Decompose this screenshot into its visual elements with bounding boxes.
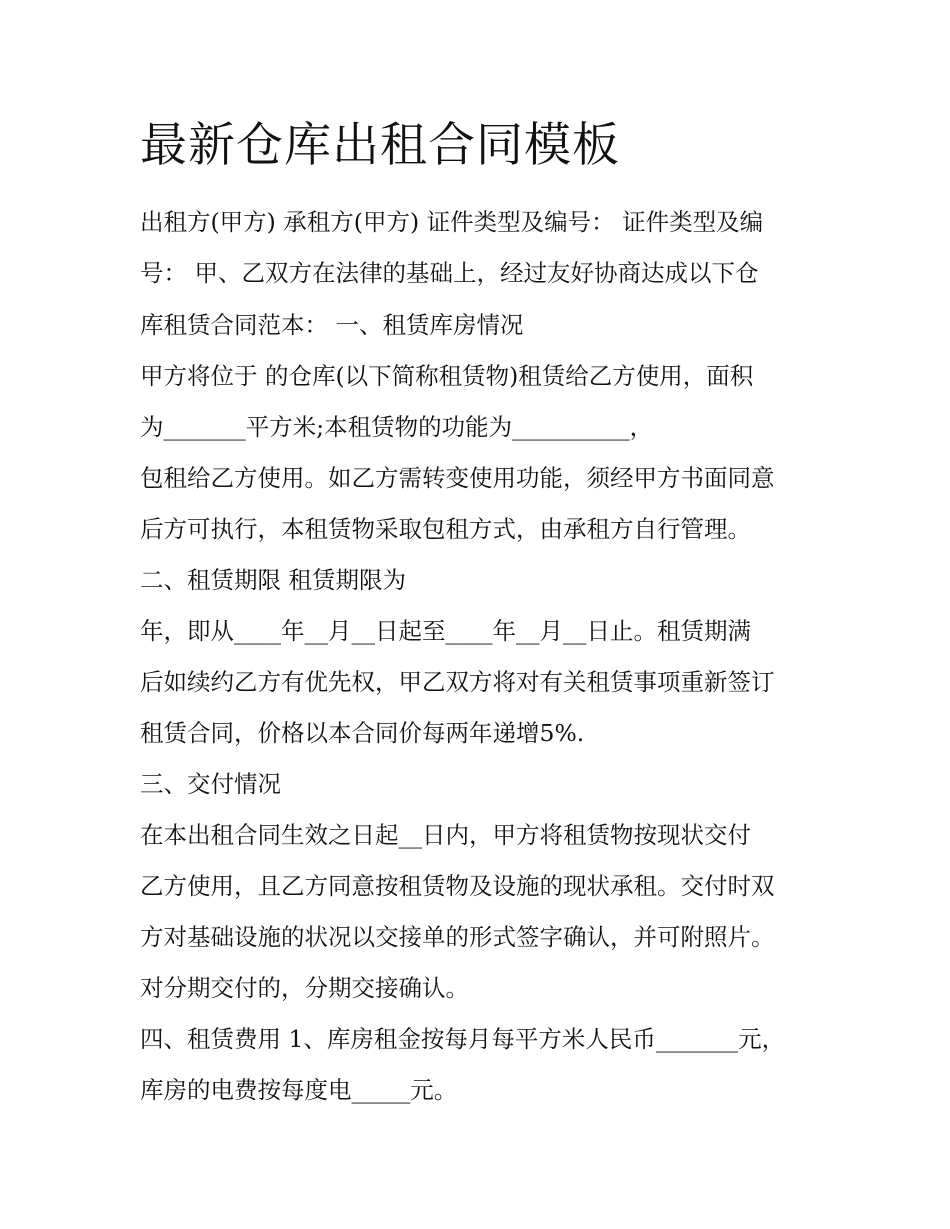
paragraph-line: 租赁合同，价格以本合同价每两年递增5%. [140,719,585,747]
paragraph-line: 乙方使用，且乙方同意按租赁物及设施的现状承租。交付时双 [140,872,775,900]
paragraph-line: 甲方将位于 的仓库(以下简称租赁物)租赁给乙方使用，面积 [140,362,754,390]
section-heading: 四、租赁费用 1、库房租金按每月每平方米人民币_______元， [140,1025,786,1053]
paragraph-line: 库房的电费按每度电_____元。 [140,1076,458,1104]
paragraph-line: 后如续约乙方有优先权，甲乙双方将对有关租赁事项重新签订 [140,668,775,696]
paragraph-line: 对分期交付的，分期交接确认。 [140,974,469,1002]
paragraph-line: 包租给乙方使用。如乙方需转变使用功能，须经甲方书面同意 [140,464,775,492]
document-title: 最新仓库出租合同模板 [140,118,620,173]
paragraph-line: 在本出租合同生效之日起__日内，甲方将租赁物按现状交付 [140,821,751,849]
paragraph-line: 库租赁合同范本： 一、租赁库房情况 [140,311,524,339]
section-heading: 三、交付情况 [140,770,281,798]
paragraph-line: 后方可执行，本租赁物采取包租方式，由承租方自行管理。 [140,515,751,543]
paragraph-line: 号： 甲、乙双方在法律的基础上，经过友好协商达成以下仓 [140,259,759,287]
paragraph-line: 年，即从____年__月__日起至____年__月__日止。租赁期满 [140,617,751,645]
paragraph-line: 出租方(甲方) 承租方(甲方) 证件类型及编号： 证件类型及编 [140,208,764,236]
paragraph-line: 为_______平方米;本租赁物的功能为__________， [140,413,654,441]
paragraph-line: 方对基础设施的状况以交接单的形式签字确认，并可附照片。 [140,923,775,951]
section-heading: 二、租赁期限 租赁期限为 [140,566,406,594]
